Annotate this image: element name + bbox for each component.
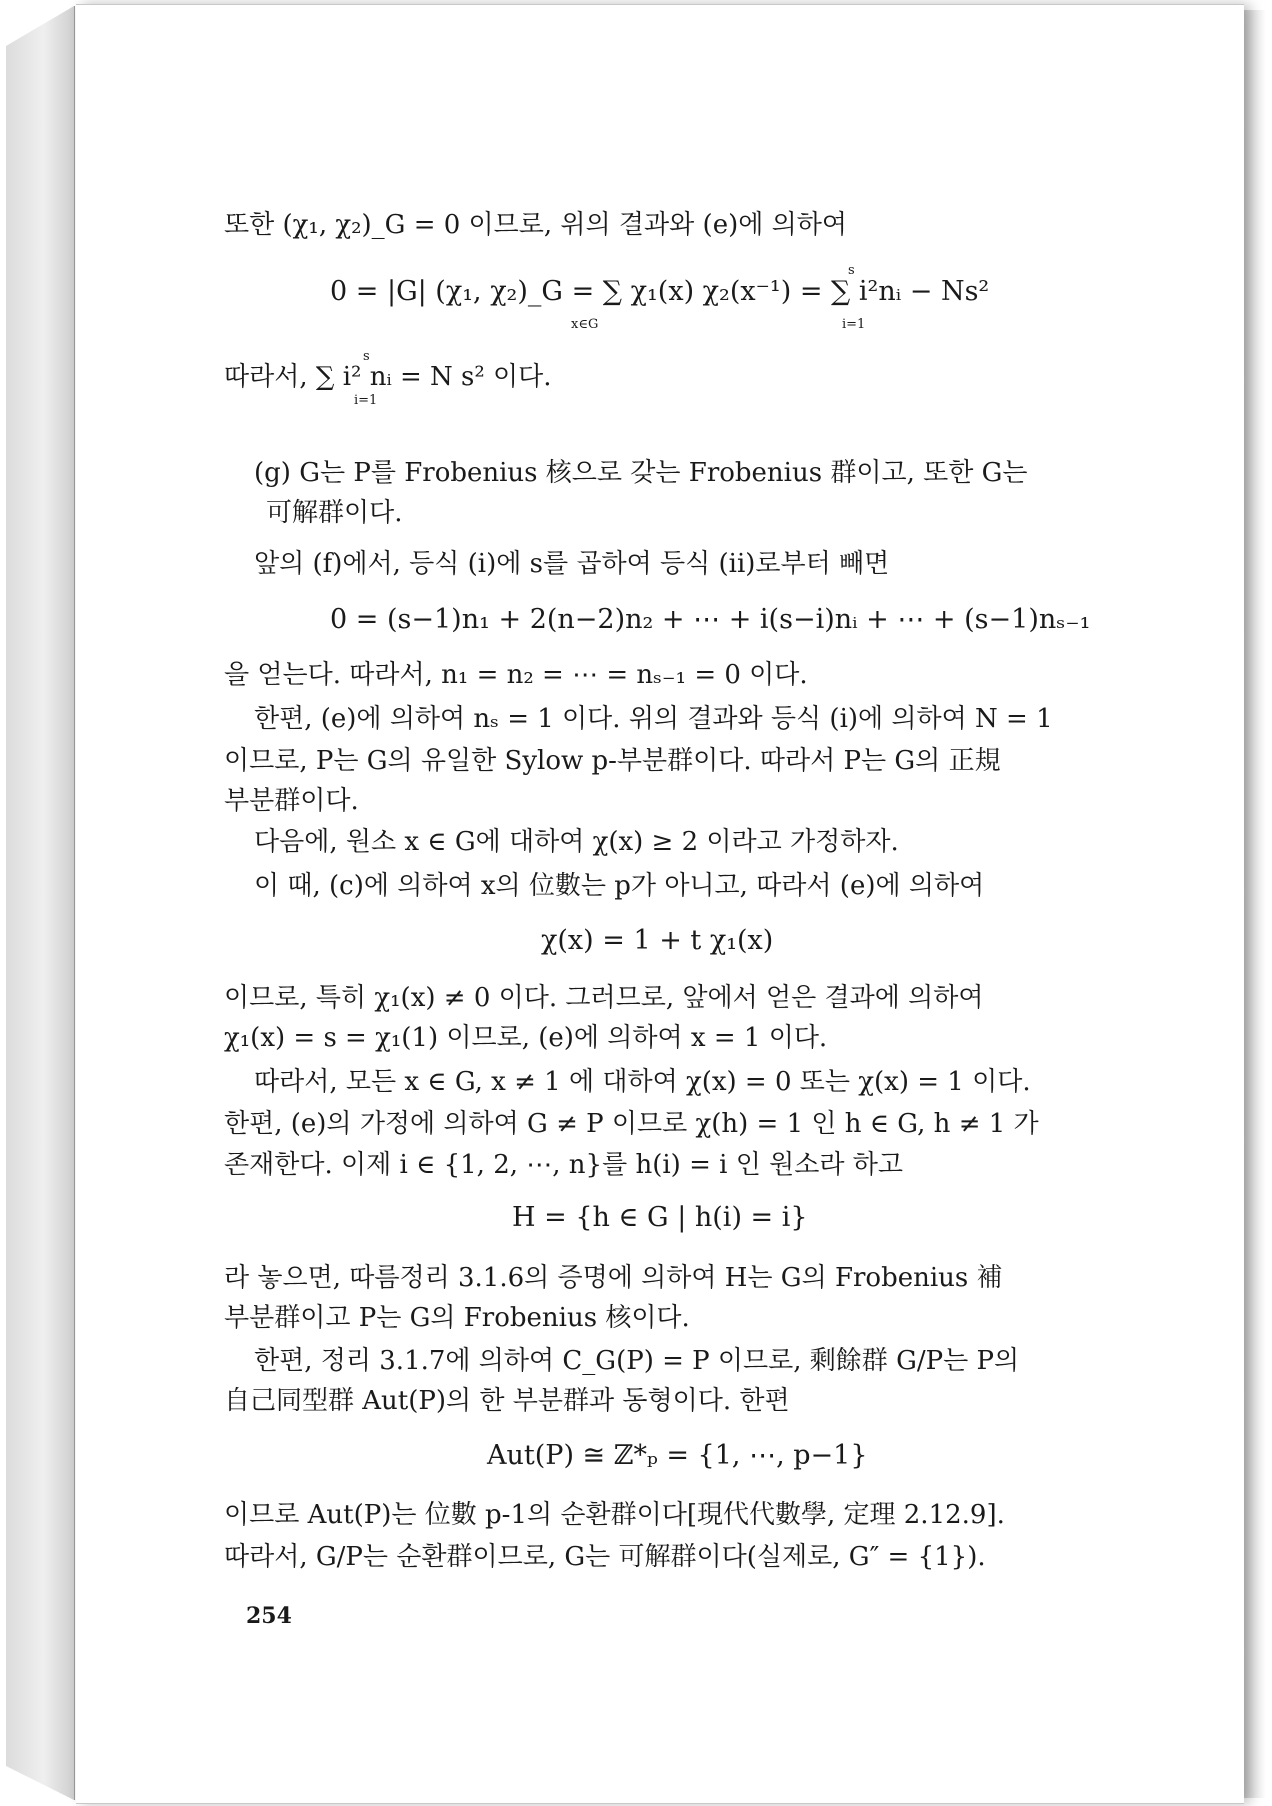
text-line: 이므로 Aut(P)는 位數 p-1의 순환群이다[現代代數學, 定理 2.12.9]. (224, 1500, 1005, 1530)
book-spine-line (74, 6, 75, 1800)
text-line: (g) G는 P를 Frobenius 核으로 갖는 Frobenius 群이고, 또한 G는 (254, 458, 1028, 488)
text-line: 한편, (e)에 의하여 nₛ = 1 이다. 위의 결과와 등식 (i)에 의하여 N = 1 (254, 704, 1053, 734)
book-spine-edge (6, 6, 74, 1800)
text-line: 앞의 (f)에서, 등식 (i)에 s를 곱하여 등식 (ii)로부터 빼면 (254, 549, 890, 579)
text-line: 다음에, 원소 x ∈ G에 대하여 χ(x) ≥ 2 이라고 가정하자. (254, 827, 899, 857)
text-line: 可解群이다. (266, 498, 403, 528)
equation-1: 0 = |G| (χ₁, χ₂)_G = ∑ χ₁(x) χ₂(x⁻¹) = ∑ i²nᵢ − Ns² (330, 276, 990, 307)
equation-2-sum-sub: i=1 (354, 393, 378, 408)
text-line: 自己同型群 Aut(P)의 한 부분群과 동형이다. 한편 (224, 1386, 790, 1416)
equation-3: 0 = (s−1)n₁ + 2(n−2)n₂ + ⋯ + i(s−i)nᵢ + ⋯ + (s−1)nₛ₋₁ (330, 604, 1091, 635)
text-line: 이 때, (c)에 의하여 x의 位數는 p가 아니고, 따라서 (e)에 의하여 (254, 871, 985, 901)
text-line: 부분群이다. (224, 786, 359, 816)
page-shadow (1244, 10, 1266, 1798)
text-line: 따라서, ∑ i² nᵢ = N s² 이다. (224, 362, 552, 392)
equation-5: H = {h ∈ G | h(i) = i} (512, 1202, 808, 1233)
equation-1-sum-sub-2: i=1 (842, 317, 866, 332)
equation-4: χ(x) = 1 + t χ₁(x) (541, 925, 774, 956)
book-page (76, 4, 1244, 1804)
text-line: 라 놓으면, 따름정리 3.1.6의 증명에 의하여 H는 G의 Frobenius 補 (224, 1263, 1003, 1293)
text-line: 따라서, G/P는 순환群이므로, G는 可解群이다(실제로, G″ = {1}). (224, 1542, 986, 1572)
equation-1-sum-sup-2: s (848, 263, 855, 278)
text-line: 한편, (e)의 가정에 의하여 G ≠ P 이므로 χ(h) = 1 인 h ∈ G, h ≠ 1 가 (224, 1109, 1039, 1139)
text-line: 을 얻는다. 따라서, n₁ = n₂ = ⋯ = nₛ₋₁ = 0 이다. (224, 660, 808, 690)
text-line: 이므로, P는 G의 유일한 Sylow p-부분群이다. 따라서 P는 G의 正規 (224, 746, 1001, 776)
text-line: 이므로, 특히 χ₁(x) ≠ 0 이다. 그러므로, 앞에서 얻은 결과에 의하여 (224, 983, 984, 1013)
page-number: 254 (246, 1603, 292, 1629)
text-line: 따라서, 모든 x ∈ G, x ≠ 1 에 대하여 χ(x) = 0 또는 χ(x) = 1 이다. (254, 1067, 1031, 1097)
equation-1-sum-sub-1: x∈G (571, 317, 599, 332)
text-line: 부분群이고 P는 G의 Frobenius 核이다. (224, 1303, 690, 1333)
text-line: 존재한다. 이제 i ∈ {1, 2, ⋯, n}를 h(i) = i 인 원소라 하고 (224, 1150, 903, 1180)
equation-6: Aut(P) ≅ ℤ*ₚ = {1, ⋯, p−1} (487, 1440, 868, 1471)
text-line: 또한 (χ₁, χ₂)_G = 0 이므로, 위의 결과와 (e)에 의하여 (224, 210, 847, 240)
text-line: 한편, 정리 3.1.7에 의하여 C_G(P) = P 이므로, 剩餘群 G/P는 P의 (254, 1346, 1020, 1376)
equation-2-sum-sup: s (363, 349, 370, 364)
text-line: χ₁(x) = s = χ₁(1) 이므로, (e)에 의하여 x = 1 이다. (224, 1023, 828, 1053)
